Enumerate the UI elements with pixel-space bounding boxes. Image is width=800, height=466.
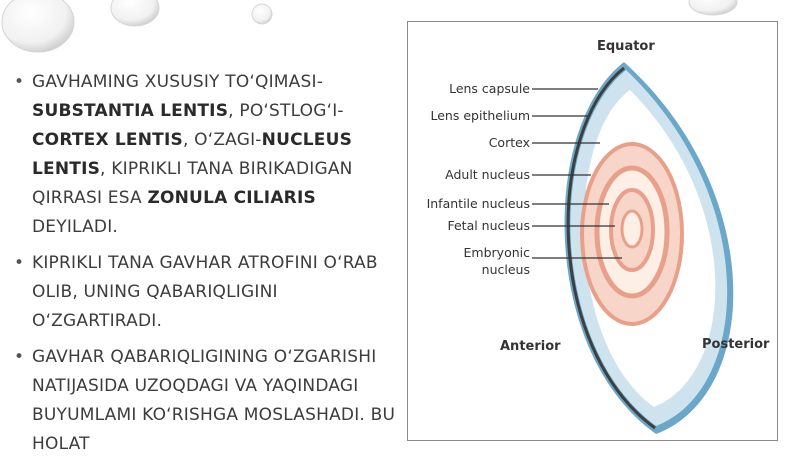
water-drop <box>252 4 272 24</box>
anterior-label: Anterior <box>500 339 561 354</box>
bullet-text: , PO‘STLOG‘I- <box>228 101 344 121</box>
water-drop <box>689 0 737 15</box>
lens-diagram <box>407 21 778 441</box>
water-drop <box>2 0 74 52</box>
embryonic-label-line1: Embryonic <box>463 245 530 260</box>
water-drop <box>111 0 159 26</box>
equator-label: Equator <box>597 39 655 54</box>
embryonic-nucleus <box>622 211 642 247</box>
bullet-text: GAVHAR QABARIQLIGINING O‘ZGARISHI NATIJASIDA UZOQDAGI VA YAQINDAGI BUYUMLAMI KO‘RISHGA MOSLASHADI. BU HOLAT <box>32 347 396 454</box>
bullet-text: GAVHAMING XUSUSIY TO‘QIMASI- <box>32 72 324 92</box>
infantile-nucleus-label: Infantile nucleus <box>426 196 530 211</box>
adult-nucleus-label: Adult nucleus <box>445 167 530 182</box>
lens-capsule-label: Lens capsule <box>449 81 530 96</box>
posterior-label: Posterior <box>702 337 770 352</box>
lens-diagram-svg <box>408 22 779 442</box>
bullet-item <box>12 249 407 336</box>
fetal-nucleus-label: Fetal nucleus <box>447 218 530 233</box>
bold-term: SUBSTANTIA LENTIS <box>32 101 229 121</box>
bullet-text: , KIPRIKLI TANA BIRIKADIGAN QIRRASI ESA <box>32 159 353 208</box>
lens-epithelium-label: Lens epithelium <box>430 108 530 123</box>
bullet-list <box>12 68 407 466</box>
bold-term: ZONULA CILIARIS <box>147 188 316 208</box>
bullet-text: KIPRIKLI TANA GAVHAR ATROFINI O‘RAB OLIB, UNING QABARIQLIGINI O‘ZGARTIRADI. <box>32 253 378 331</box>
bullet-text: DEYILADI. <box>32 217 119 237</box>
bullet-text: , O‘ZAGI- <box>182 130 262 150</box>
bold-term: CORTEX LENTIS <box>32 130 183 150</box>
bold-term: NUCLEUS LENTIS <box>32 130 353 179</box>
bullet-item <box>12 68 407 242</box>
bullet-item <box>12 343 407 459</box>
cortex-label: Cortex <box>488 135 530 150</box>
embryonic-label-line2: nucleus <box>481 262 530 277</box>
